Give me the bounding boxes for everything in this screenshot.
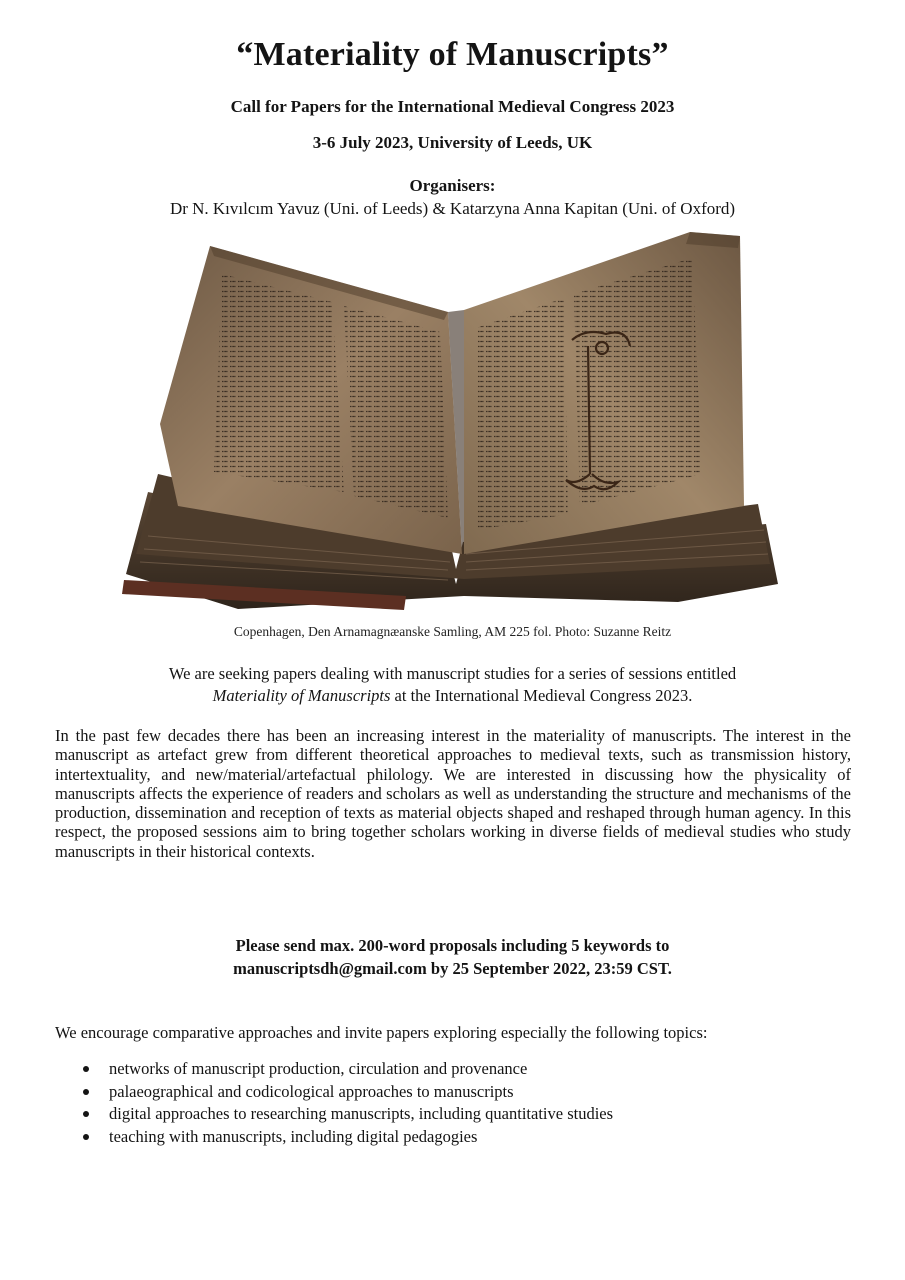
list-item: teaching with manuscripts, including digital pedagogies <box>83 1126 613 1149</box>
submission-instructions <box>0 934 905 980</box>
bullet-icon <box>83 1111 89 1117</box>
topics-list <box>83 1058 613 1148</box>
intro-line-1: We are seeking papers dealing with manuscript studies for a series of sessions entitled <box>168 664 737 683</box>
list-item: palaeographical and codicological approaches to manuscripts <box>83 1081 613 1104</box>
intro-line-2: at the International Medieval Congress 2023. <box>390 686 693 705</box>
bullet-icon <box>83 1134 89 1140</box>
organisers-label: Organisers: <box>409 176 496 195</box>
list-item: networks of manuscript production, circulation and provenance <box>83 1058 613 1081</box>
submission-line-2: manuscriptsdh@gmail.com by 25 September 2022, 23:59 CST. <box>233 959 672 978</box>
organisers-names: Dr N. Kıvılcım Yavuz (Uni. of Leeds) & Katarzyna Anna Kapitan (Uni. of Oxford) <box>169 199 736 218</box>
bullet-icon <box>83 1066 89 1072</box>
bullet-icon <box>83 1089 89 1095</box>
page-subtitle: Call for Papers for the International Medieval Congress 2023 <box>230 97 675 116</box>
open-manuscript-photo <box>118 224 786 614</box>
page-title: “Materiality of Manuscripts” <box>236 36 669 73</box>
session-title: Materiality of Manuscripts <box>212 686 391 705</box>
event-dates: 3-6 July 2023, University of Leeds, UK <box>312 133 593 152</box>
photo-caption: Copenhagen, Den Arnamagnæanske Samling, AM 225 fol. Photo: Suzanne Reitz <box>233 624 672 639</box>
topics-intro: We encourage comparative approaches and invite papers exploring especially the following topics: <box>55 1023 708 1042</box>
intro-statement <box>60 663 845 707</box>
submission-line-1: Please send max. 200-word proposals including 5 keywords to <box>235 936 670 955</box>
body-paragraph: In the past few decades there has been an increasing interest in the materiality of manuscripts. The interest in the manuscript as artefact grew from different theoretical approaches to medieval texts, such as transmission history, intertextuality, and new/material/artefactual philology. We are interested in discussing how the physicality of manuscripts affects the experience of readers and scholars as well as understanding the structure and mechanisms of the production, dissemination and reception of texts as material objects shaped and reshaped through human agency. In this respect, the proposed sessions aim to bring together scholars working in diverse fields of medieval studies who study manuscripts in their historical contexts. <box>55 726 851 861</box>
list-item: digital approaches to researching manuscripts, including quantitative studies <box>83 1103 613 1126</box>
